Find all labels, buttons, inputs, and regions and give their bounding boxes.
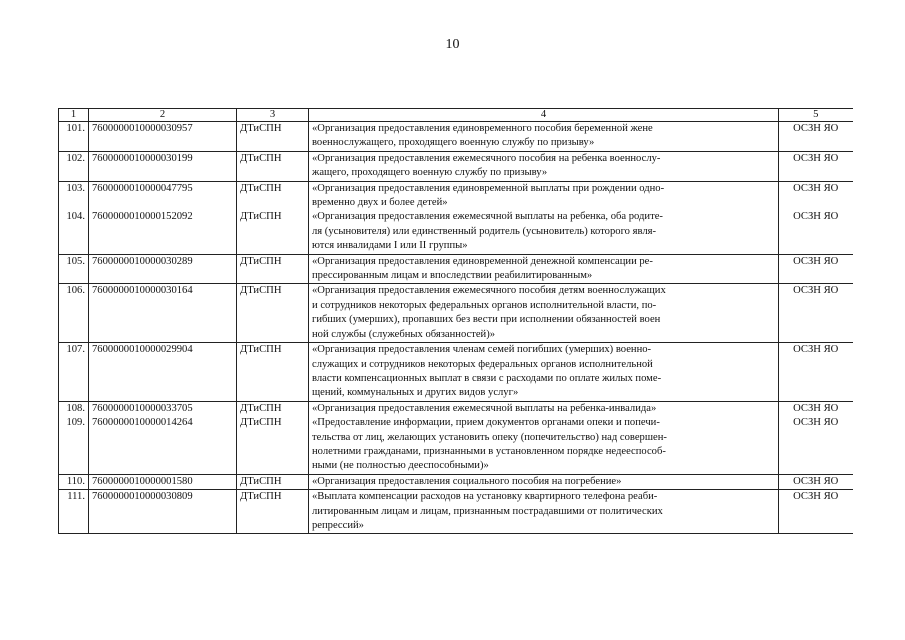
agency: ОСЗН ЯО [779,151,853,181]
table-row [59,343,853,402]
service-name-line: «Организация предоставления ежемесячной выплаты на ребенка, оба родите- [312,211,663,223]
table-row [59,151,853,181]
agency: ОСЗН ЯО [779,181,853,210]
service-name [309,122,779,152]
agency: ОСЗН ЯО [779,284,853,343]
service-name-line: временно двух и более детей» [312,197,448,209]
table-row [59,474,853,489]
column-header-service-name: 4 [309,109,779,122]
agency: ОСЗН ЯО [779,474,853,489]
service-name [309,254,779,284]
service-name-line: нолетними гражданами, признанными в установленном порядке недееспособ- [312,445,666,457]
column-header-number: 1 [59,109,89,122]
service-name-line: ля (усыновителя) или единственный родитель (усыновитель) которого явля- [312,225,657,237]
service-code: 7600000010000014264 [89,416,237,474]
service-name-line: «Выплата компенсации расходов на установку квартирного телефона реаби- [312,491,658,503]
service-name [309,343,779,402]
service-code: 7600000010000030809 [89,490,237,534]
service-code: 7600000010000030289 [89,254,237,284]
row-number: 102. [59,151,89,181]
department: ДТиСПН [237,474,309,489]
service-name-line: «Организация предоставления единовременной денежной компенсации ре- [312,255,653,267]
service-name [309,210,779,254]
page-number: 10 [445,37,460,52]
table-row [59,401,853,416]
agency: ОСЗН ЯО [779,343,853,402]
table-header-row [59,109,853,122]
department: ДТиСПН [237,343,309,402]
department: ДТиСПН [237,181,309,210]
row-number: 107. [59,343,89,402]
column-header-code: 2 [89,109,237,122]
row-number: 106. [59,284,89,343]
service-name [309,474,779,489]
table-row [59,416,853,474]
table-row [59,210,853,254]
column-header-department: 3 [237,109,309,122]
service-name-line: литированным лицам и лицам, признанным пострадавшими от политических [312,505,663,517]
service-name-line: «Организация предоставления ежемесячного пособия на ребенка военнослу- [312,152,661,164]
service-code: 7600000010000033705 [89,401,237,416]
service-name-line: служащих и сотрудников некоторых федеральных органов исполнительной [312,358,653,370]
service-name [309,401,779,416]
service-code: 7600000010000001580 [89,474,237,489]
service-code: 7600000010000030164 [89,284,237,343]
service-name-line: гибших (умерших), пропавших без вести при исполнении обязанностей воен [312,314,661,326]
service-code: 7600000010000152092 [89,210,237,254]
department: ДТиСПН [237,254,309,284]
table-row [59,284,853,343]
service-name-line: ются инвалидами I или II группы» [312,240,468,252]
service-name-line: власти компенсационных выплат в связи с расходами по оплате жилых поме- [312,372,662,384]
row-number: 101. [59,122,89,152]
service-name-line: и сотрудников некоторых федеральных органов исполнительной власти, по- [312,299,657,311]
row-number: 103. [59,181,89,210]
row-number: 110. [59,474,89,489]
department: ДТиСПН [237,416,309,474]
service-name-line: «Организация предоставления ежемесячной выплаты на ребенка-инвалида» [312,402,657,414]
service-name-line: «Организация предоставления единовременного пособия беременной жене [312,123,653,134]
service-name-line: военнослужащего, проходящего военную службу по призыву» [312,137,595,149]
service-name-line: ной службы (служебных обязанностей)» [312,328,496,340]
service-name [309,490,779,534]
service-name-line: «Предоставление информации, прием документов органами опеки и попечи- [312,417,660,429]
service-code: 7600000010000030199 [89,151,237,181]
service-code: 7600000010000030957 [89,122,237,152]
service-name-line: «Организация предоставления социального пособия на погребение» [312,475,622,487]
row-number: 104. [59,210,89,254]
table-body [59,122,853,534]
agency: ОСЗН ЯО [779,122,853,152]
agency: ОСЗН ЯО [779,401,853,416]
service-name [309,181,779,210]
agency: ОСЗН ЯО [779,254,853,284]
service-name-line: репрессий» [312,519,364,531]
agency: ОСЗН ЯО [779,490,853,534]
row-number: 105. [59,254,89,284]
department: ДТиСПН [237,490,309,534]
service-name-line: прессированным лицам и впоследствии реабилитированным» [312,270,593,282]
agency: ОСЗН ЯО [793,417,839,429]
department: ДТиСПН [237,401,309,416]
row-number: 111. [59,490,89,534]
service-name-line: ными (не полностью дееспособными)» [312,460,489,472]
column-header-agency: 5 [779,109,853,122]
row-number: 109. [59,416,89,474]
service-name [309,151,779,181]
service-name-line: «Организация предоставления единовременной выплаты при рождении одно- [312,182,665,194]
service-code: 7600000010000047795 [89,181,237,210]
agency: ОСЗН ЯО [793,211,839,223]
department: ДТиСПН [237,151,309,181]
services-table [58,108,853,534]
service-name [309,416,779,474]
service-name-line: «Организация предоставления ежемесячного пособия детям военнослужащих [312,285,666,297]
department: ДТиСПН [237,284,309,343]
department: ДТиСПН [237,210,309,254]
table-row [59,254,853,284]
table-row [59,490,853,534]
department: ДТиСПН [237,122,309,152]
service-name-line: «Организация предоставления членам семей погибших (умерших) военно- [312,344,652,356]
service-code: 7600000010000029904 [89,343,237,402]
service-name [309,284,779,343]
service-name-line: тельства от лиц, желающих установить опеку (попечительство) над совершен- [312,431,667,443]
table-row [59,181,853,210]
row-number: 108. [59,401,89,416]
table-row [59,122,853,152]
service-name-line: жащего, проходящего военную службу по призыву» [312,167,548,179]
service-name-line: щений, коммунальных и других видов услуг» [312,387,519,399]
